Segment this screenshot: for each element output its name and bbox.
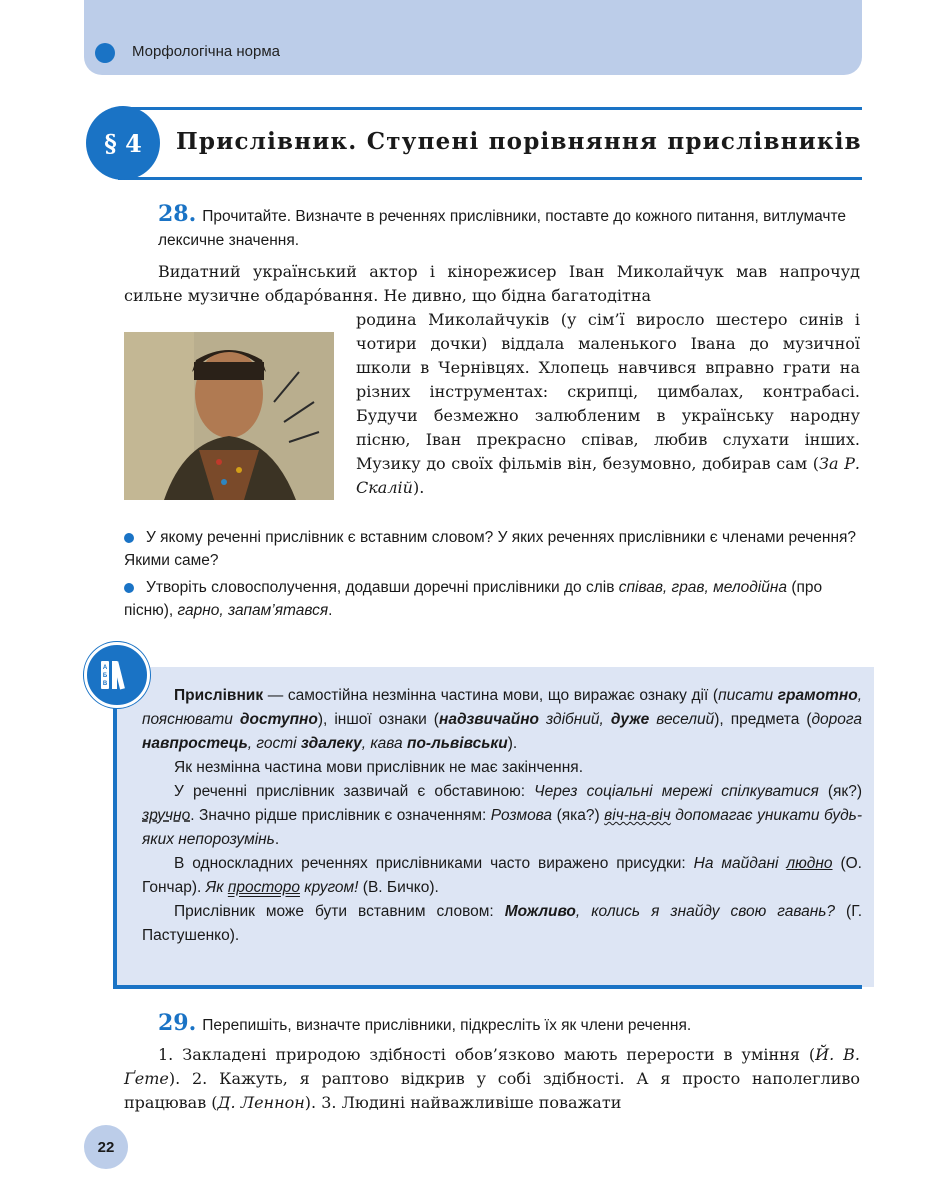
rule-example: Розмова [490,807,553,824]
bullet-icon [124,533,134,543]
rule-text-segment: ), іншої ознаки ( [317,711,439,728]
question-1 [124,526,860,572]
header-bullet-icon [95,43,115,63]
task-29-author: Д. Леннон [217,1093,305,1112]
rule-question: (яка?) [552,807,605,824]
bullet-icon [124,583,134,593]
section-title: Прислівник. Ступені порівняння прислівників [176,128,862,155]
rule-source: (Г. Пастушенко). [142,903,863,944]
section-rule-top [118,107,862,110]
rule-example-adverb: доступно [239,711,318,728]
rule-example: , пояснювати [142,687,862,728]
rule-text-segment: . Значно рідше прислівник є означенням: [190,807,491,824]
task-29-instruction-block [158,1011,860,1038]
rule-text-segment: В односкладних реченнях прислівниками часто виражено присудки: [174,855,694,872]
task-instruction: Прочитайте. Визначте в реченнях прислівники, поставте до кожного питання, витлумачте лексичне значення. [158,208,847,249]
question-2 [124,576,860,622]
header-band [84,0,862,75]
books-icon [84,642,150,708]
rule-example: допомагає уникати будь-яких непорозумінь [142,807,862,848]
question-2-words: співав, грав, мелодійна [618,579,788,596]
rule-text-segment: Прислівник може бути вставним словом: [174,903,505,920]
task-29-author: Й. В. Ґете [124,1045,861,1088]
svg-text:Б: Б [102,673,108,679]
rule-example-attribute: віч-на-віч [604,807,671,824]
rule-example-adverb: Можливо [504,903,576,920]
svg-text:В: В [102,681,108,687]
header-section-label: Морфологічна норма [132,43,281,60]
rule-example: писати [718,687,778,704]
rule-text-segment: — самостійна незмінна частина мови, що виражає ознаку дії ( [263,687,719,704]
task-number: 28. [158,201,197,227]
page-number: 22 [84,1125,128,1169]
task-28-source: За Р. Скалій [356,454,860,497]
task-28-source-close: ). [412,478,425,497]
rule-example: Через соціальні мережі спілкуватися [534,783,819,800]
question-2-words-2: гарно, запам’ятався [177,602,329,619]
rule-example-adverb: навпростець [142,735,248,752]
rule-text-segment: У реченні прислівник зазвичай є обставиною: [174,783,535,800]
rule-example: Як [205,879,228,896]
question-2-text: Утворіть словосполучення, додавши доречні прислівники до слів [146,579,619,596]
task-29-text [124,1043,860,1115]
rule-example-predicate: просторо [227,879,300,896]
rule-example: На майдані [693,855,787,872]
rule-term: Прислівник [174,687,264,704]
rule-example: , кава [361,735,407,752]
rule-example: , колись я знайду свою гавань? [575,903,836,920]
rule-example: веселий [649,711,715,728]
question-2-end: . [328,602,333,619]
rule-example: кругом! [299,879,359,896]
rule-example-adverb: дуже [610,711,650,728]
question-2-note: (про пісню), [124,579,823,619]
rule-paragraph-4 [142,852,862,900]
rule-example: , гості [247,735,301,752]
actor-portrait-illustration [124,332,334,500]
books-glyph [87,645,147,705]
task-29-sentence: ). 3. Людині найважливіше поважати [304,1093,622,1112]
rule-example-adverb: здалеку [300,735,362,752]
rule-example-adverbial: зручно [142,807,191,824]
task-29-sentence: 1. Закладені природою здібності обов’язково мають перерости в уміння ( [158,1045,816,1064]
task-number: 29. [158,1010,197,1036]
rule-example: дорога [811,711,863,728]
rule-question: (як?) [818,783,862,800]
rule-paragraph-2: Як незмінна частина мови прислівник не має закінчення. [174,759,583,776]
task-28-text-lead: Видатний український актор і кінорежисер Іван Миколайчук мав напрочуд сильне музичне обдаро́вання. Не дивно, що бідна багатодітна [124,262,860,305]
rule-definition [142,684,862,756]
rule-paragraph-3 [142,780,862,852]
svg-text:А: А [102,665,108,671]
actor-photo [124,332,334,500]
task-instruction: Перепишіть, визначте прислівники, підкресліть їх як члени речення. [202,1017,692,1034]
rule-example-adverb: надзвичайно [438,711,540,728]
rule-example-adverb: грамотно [777,687,858,704]
task-28-text-body: родина Миколайчуків (у сім’ї виросло шестеро синів і чотири дочки) віддала маленького Івана до музичної школи в Чернівцях. Хлопець навчився вправно грати на різних інструментах: скрипці, цимбалах, контрабасі. Будучи безмежно залюбленим в українську народну пісню, Іван прекрасно співав, любив слухати інших. Музику до своїх фільмів він, безумовно, добирав сам ( [356,310,860,473]
rule-example-predicate: людно [786,855,833,872]
section-rule-bottom [118,177,862,180]
rule-example: здібний, [539,711,611,728]
rule-text-segment: . [274,831,280,848]
rule-box-left-border [113,667,117,989]
rule-text [142,684,862,948]
section-badge: § 4 [86,106,160,180]
rule-source: (О. Гончар). [142,855,862,896]
rule-text-segment: ), предмета ( [714,711,812,728]
rule-source: (В. Бичко). [358,879,439,896]
rule-box-bottom-border [116,985,862,989]
rule-text-segment: ). [507,735,518,752]
question-1-text: У якому реченні прислівник є вставним словом? У яких реченнях прислівники є членами речення? Якими саме? [124,529,857,569]
task-29-sentence: ). 2. Кажуть, я раптово відкрив у собі здібності. А я просто наполегливо працював ( [124,1069,860,1112]
rule-example-adverb: по-львівськи [406,735,508,752]
task-28-text-wrap [356,308,860,500]
task-28-instruction-block [158,202,860,253]
rule-paragraph-5 [142,900,862,948]
